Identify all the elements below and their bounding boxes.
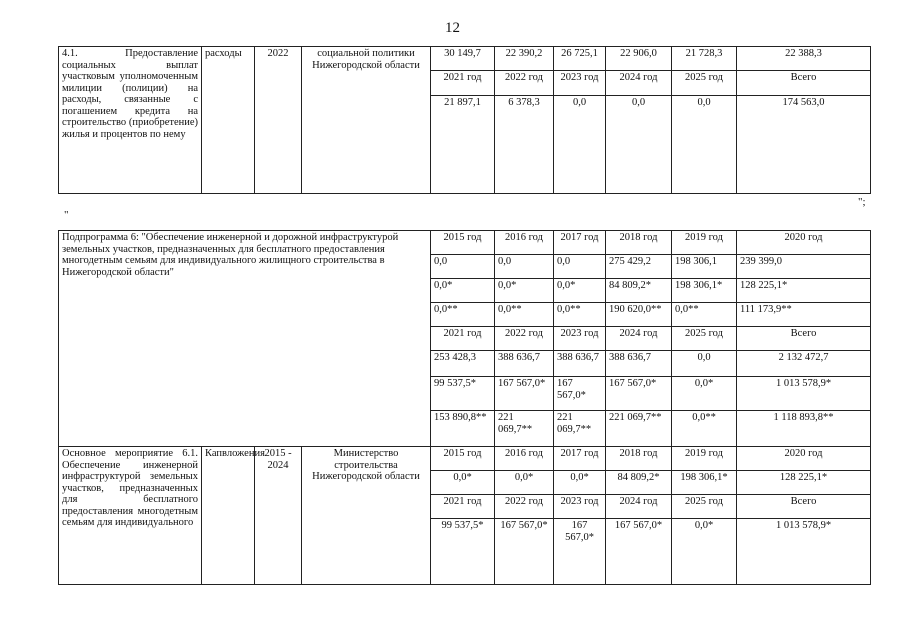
year-header: 2017 год [554,447,606,471]
value-cell: 167 567,0* [606,377,672,411]
value-cell: 26 725,1 [554,47,606,71]
value-cell: 153 890,8** [431,411,495,447]
year-header: 2025 год [672,71,737,96]
value-cell: 0,0* [495,471,554,495]
year-header: 2021 год [431,495,495,519]
year-header: 2025 год [672,495,737,519]
value-cell: 111 173,9** [737,303,871,327]
value-cell: 190 620,0** [606,303,672,327]
year-header: 2017 год [554,231,606,255]
period: 2022 [255,47,302,194]
value-cell: 0,0** [672,411,737,447]
year-header: 2016 год [495,231,554,255]
value-cell: 0,0** [554,303,606,327]
value-cell: 167 567,0* [554,519,606,585]
year-header: 2018 год [606,447,672,471]
value-cell: 0,0** [431,303,495,327]
year-header: 2024 год [606,327,672,351]
value-cell: 198 306,1 [672,255,737,279]
value-cell: 21 728,3 [672,47,737,71]
year-header: 2025 год [672,327,737,351]
value-cell: 84 809,2* [606,471,672,495]
value-cell: 174 563,0 [737,96,871,194]
value-cell: 388 636,7 [495,351,554,377]
year-header: 2024 год [606,71,672,96]
year-header: 2021 год [431,327,495,351]
year-header: 2022 год [495,327,554,351]
table-social-payments [58,46,871,194]
value-cell: 84 809,2* [606,279,672,303]
value-cell: 0,0** [672,303,737,327]
year-header: 2024 год [606,495,672,519]
measure-period: 2015 - 2024 [255,447,302,585]
value-cell: 221 069,7** [554,411,606,447]
value-cell: 0,0** [495,303,554,327]
value-cell: 0,0* [672,519,737,585]
measure-label: Основное мероприятие 6.1. Обеспечение инженерной инфраструктурой земельных участков, предназначенных для бесплатного предоставления многодетным семьям для индивидуального [59,447,202,585]
value-cell: 2 132 472,7 [737,351,871,377]
closing-quote: "; [858,196,866,208]
value-cell: 30 149,7 [431,47,495,71]
value-cell: 21 897,1 [431,96,495,194]
expense-type: расходы [202,47,255,194]
total-header: Всего [737,71,871,96]
row-label: 4.1. Предоставление социальных выплат участковым уполномоченным милиции (полиции) на расходы, связанные с погашением кредита на строительство (приобретение) жилья и процентов по нему [59,47,202,194]
value-cell: 221 069,7** [606,411,672,447]
value-cell: 388 636,7 [606,351,672,377]
value-cell: 128 225,1* [737,279,871,303]
value-cell: 1 013 578,9* [737,519,871,585]
value-cell: 0,0 [495,255,554,279]
value-cell: 0,0* [431,279,495,303]
value-cell: 0,0 [431,255,495,279]
year-header: 2015 год [431,447,495,471]
year-header: 2020 год [737,231,871,255]
value-cell: 239 399,0 [737,255,871,279]
value-cell: 167 567,0* [495,519,554,585]
value-cell: 0,0 [672,351,737,377]
value-cell: 198 306,1* [672,471,737,495]
value-cell: 167 567,0* [554,377,606,411]
year-header: 2022 год [495,71,554,96]
value-cell: 275 429,2 [606,255,672,279]
value-cell: 99 537,5* [431,519,495,585]
value-cell: 0,0* [554,279,606,303]
executor: социальной политики Нижегородской области [302,47,431,194]
value-cell: 1 118 893,8** [737,411,871,447]
value-cell: 128 225,1* [737,471,871,495]
year-header: 2020 год [737,447,871,471]
measure-type: Капвложения [202,447,255,585]
value-cell: 22 906,0 [606,47,672,71]
year-header: 2019 год [672,447,737,471]
value-cell: 198 306,1* [672,279,737,303]
value-cell: 0,0* [672,377,737,411]
page-number: 12 [445,20,460,36]
value-cell: 99 537,5* [431,377,495,411]
year-header: 2023 год [554,495,606,519]
value-cell: 22 388,3 [737,47,871,71]
measure-executor: Министерство строительства Нижегородской области [302,447,431,585]
value-cell: 0,0* [431,471,495,495]
value-cell: 0,0 [554,255,606,279]
total-header: Всего [737,495,871,519]
year-header: 2022 год [495,495,554,519]
year-header: 2023 год [554,327,606,351]
value-cell: 22 390,2 [495,47,554,71]
value-cell: 167 567,0* [495,377,554,411]
value-cell: 0,0 [554,96,606,194]
year-header: 2018 год [606,231,672,255]
total-header: Всего [737,327,871,351]
opening-quote: " [64,209,69,221]
value-cell: 0,0* [554,471,606,495]
value-cell: 6 378,3 [495,96,554,194]
value-cell: 388 636,7 [554,351,606,377]
year-header: 2021 год [431,71,495,96]
year-header: 2023 год [554,71,606,96]
year-header: 2016 год [495,447,554,471]
value-cell: 221 069,7** [495,411,554,447]
value-cell: 0,0 [606,96,672,194]
value-cell: 0,0 [672,96,737,194]
year-header: 2019 год [672,231,737,255]
value-cell: 253 428,3 [431,351,495,377]
value-cell: 1 013 578,9* [737,377,871,411]
table-subprogram-6 [58,230,871,585]
value-cell: 167 567,0* [606,519,672,585]
year-header: 2015 год [431,231,495,255]
value-cell: 0,0* [495,279,554,303]
subprogram-title: Подпрограмма 6: "Обеспечение инженерной и дорожной инфраструктурой земельных участков, предназначенных для бесплатного предоставления многодетным семьям для индивидуального жилищного строительства в Нижегородской области" [59,231,431,447]
